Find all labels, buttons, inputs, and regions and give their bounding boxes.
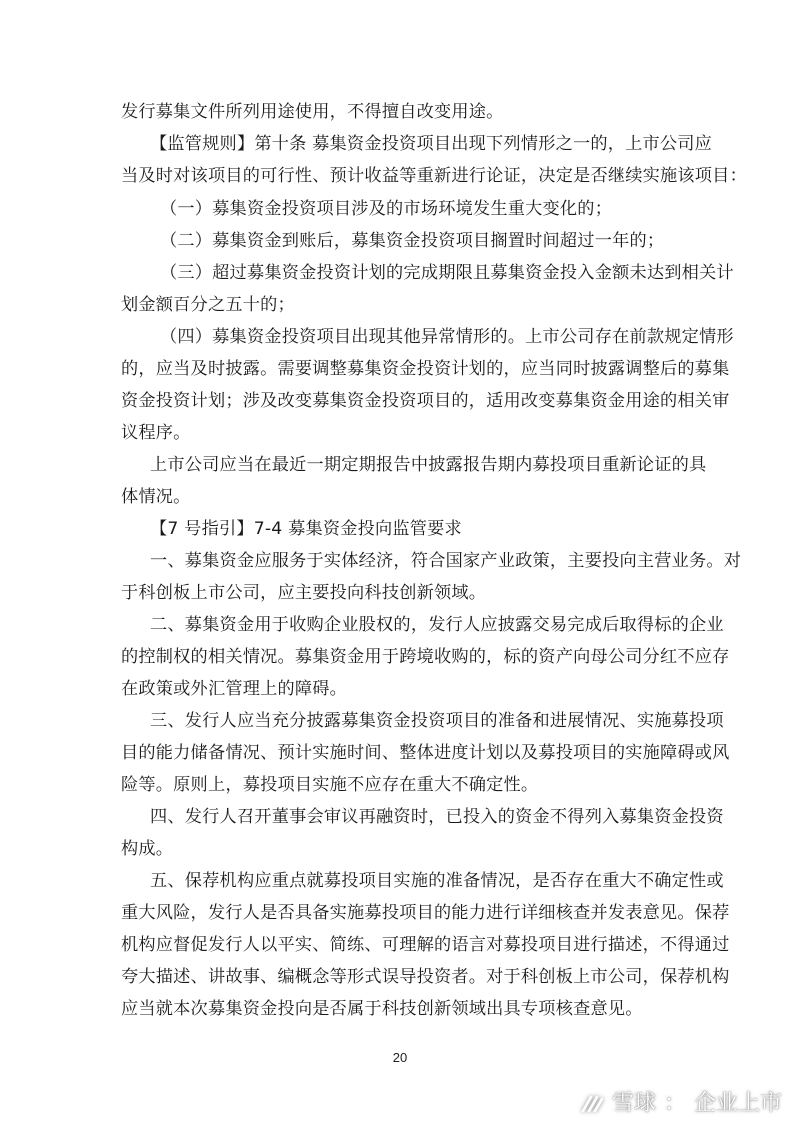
text-line: 【监管规则】第十条 募集资金投资项目出现下列情形之一的，上市公司应	[150, 134, 713, 154]
text-line: 一、募集资金应服务于实体经济，符合国家产业政策，主要投向主营业务。对	[150, 551, 742, 571]
text-line: 应当就本次募集资金投向是否属于科技创新领域出具专项核查意见。	[121, 999, 643, 1019]
text-line: 二、募集资金用于收购企业股权的，发行人应披露交易完成后取得标的企业	[150, 615, 724, 635]
text-line: 资金投资计划；涉及改变募集资金投资项目的，适用改变募集资金用途的相关审	[121, 391, 730, 411]
text-line: 构成。	[121, 839, 174, 859]
text-line: 四、发行人召开董事会审议再融资时，已投入的资金不得列入募集资金投资	[150, 807, 724, 827]
text-line: 三、发行人应当充分披露募集资金投资项目的准备和进展情况、实施募投项	[150, 711, 724, 731]
text-line: 的，应当及时披露。需要调整募集资金投资计划的，应当同时披露调整后的募集	[121, 359, 730, 379]
watermark	[578, 1089, 782, 1119]
text-line: 划金额百分之五十的；	[121, 295, 295, 315]
watermark-brand: 雪球	[611, 1091, 656, 1116]
text-line: 当及时对该项目的可行性、预计收益等重新进行论证，决定是否继续实施该项目：	[121, 166, 747, 186]
text-line: 的控制权的相关情况。募集资金用于跨境收购的，标的资产向母公司分红不应存	[121, 647, 730, 667]
text-line: 重大风险，发行人是否具备实施募投项目的能力进行详细核查并发表意见。保荐	[121, 903, 730, 923]
text-line: （四）募集资金投资项目出现其他异常情形的。上市公司存在前款规定情形	[160, 327, 734, 347]
text-line: 在政策或外汇管理上的障碍。	[121, 679, 348, 699]
text-line: （二）募集资金到账后，募集资金投资项目搁置时间超过一年的；	[160, 231, 665, 251]
watermark-account: 企业上市	[693, 1091, 782, 1116]
page-number: 20	[392, 1050, 408, 1065]
text-line: 上市公司应当在最近一期定期报告中披露报告期内募投项目重新论证的具	[150, 455, 707, 475]
watermark-separator: ：	[663, 1091, 686, 1116]
text-line: 险等。原则上，募投项目实施不应存在重大不确定性。	[121, 775, 539, 795]
text-line: 目的能力储备情况、预计实施时间、整体进度计划以及募投项目的实施障碍或风	[121, 743, 730, 763]
text-line: 议程序。	[121, 423, 191, 443]
text-line: 发行募集文件所列用途使用，不得擅自改变用途。	[121, 102, 504, 122]
text-line: 夸大描述、讲故事、编概念等形式误导投资者。对于科创板上市公司，保荐机构	[121, 967, 730, 987]
section-heading: 【7 号指引】7-4 募集资金投向监管要求	[150, 519, 462, 539]
text-line: 五、保荐机构应重点就募投项目实施的准备情况，是否存在重大不确定性或	[150, 871, 724, 891]
text-line: （三）超过募集资金投资计划的完成期限且募集资金投入金额未达到相关计	[160, 263, 734, 283]
text-line: 机构应督促发行人以平实、简练、可理解的语言对募投项目进行描述，不得通过	[121, 935, 730, 955]
snowball-logo-icon	[578, 1090, 606, 1118]
text-line: 于科创板上市公司，应主要投向科技创新领域。	[121, 583, 487, 603]
text-line: （一）募集资金投资项目涉及的市场环境发生重大变化的；	[160, 199, 613, 219]
text-line: 体情况。	[121, 487, 191, 507]
